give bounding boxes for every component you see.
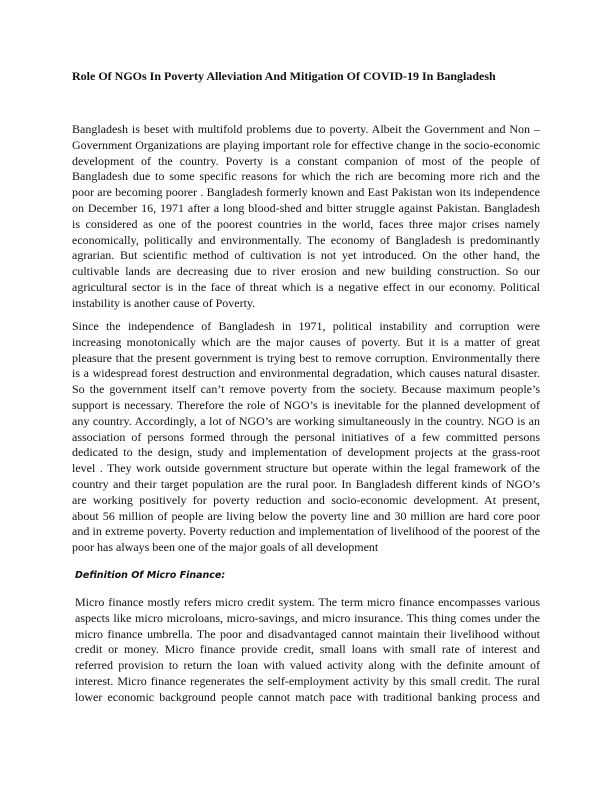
text-line: on December 16, 1971 after a long blood-shed and bitter struggle against Pakistan. Bangladesh	[72, 200, 540, 215]
text-line: micro finance umbrella. The poor and disadvantaged cannot maintain their livelihood without	[75, 626, 540, 641]
section-heading-micro-finance: Definition Of Micro Finance:	[75, 570, 226, 581]
text-line: Government Organizations are playing important role for effective change in the socio-economic	[72, 137, 540, 152]
text-line: instability is another cause of Poverty.	[72, 295, 256, 310]
text-line: referred provision to return the loan with valued activity along with the definite amount of	[75, 658, 540, 673]
text-line: pleasure that the present government is trying best to remove corruption. Environmentally there	[72, 350, 540, 365]
text-line: country and their target population are the rural poor. In Bangladesh different kinds of NGO’s	[72, 476, 540, 491]
text-line: about 56 million of people are living below the poverty line and 30 million are hard core poor	[72, 508, 540, 523]
text-line: agrarian. But scientific method of cultivation is not yet introduced. On the other hand, the	[72, 248, 540, 263]
text-line: Bangladesh is beset with multifold problems due to poverty. Albeit the Government and Non –	[72, 122, 540, 136]
text-line: increasing monotonically which are the major causes of poverty. But it is a matter of great	[72, 334, 540, 349]
text-line: credit or money. Micro finance provide credit, small loans with small rate of interest and	[75, 642, 540, 657]
paragraph-intro	[72, 122, 540, 312]
text-line: and in extreme poverty. Poverty reduction and implementation of livelihood of the poorest of the	[72, 524, 540, 539]
text-line: poor has always been one of the major goals of all development	[72, 540, 379, 555]
text-line: any country. Accordingly, a lot of NGO’s are working simultaneously in the country. NGO is an	[72, 413, 540, 428]
text-line: Since the independence of Bangladesh in 1971, political instability and corruption were	[72, 319, 540, 333]
text-line: aspects like micro microloans, micro-savings, and micro insurance. This thing comes under the	[75, 610, 540, 625]
text-line: Micro finance mostly refers micro credit system. The term micro finance encompasses various	[75, 595, 540, 609]
text-line: development of the country. Poverty is a constant companion of most of the people of	[72, 153, 540, 168]
text-line: economically, politically and environmentally. The economy of Bangladesh is predominantly	[72, 232, 540, 247]
text-line: cultivable lands are decreasing due to river erosion and new building construction. So our	[72, 264, 540, 279]
paragraph-micro-finance	[75, 595, 540, 706]
text-line: dedicated to the design, study and implementation of development projects at the grass-root	[72, 445, 540, 460]
text-line: is considered as one of the poorest countries in the world, faces three major crises namely	[72, 216, 540, 231]
text-line: interest. Micro finance regenerates the self-employment activity by this small credit. The rural	[75, 673, 540, 688]
text-line: lower economic background people cannot match pace with traditional banking process and	[75, 689, 540, 704]
text-line: agricultural sector is in the face of threat which is a negative effect in our economy. Political	[72, 279, 540, 294]
text-line: level . They work outside government structure but operate within the legal framework of the	[72, 461, 540, 476]
text-line: So the government itself can’t remove poverty from the society. Because maximum people’s	[72, 382, 540, 397]
text-line: association of persons formed through the personal initiatives of a few committed persons	[72, 429, 540, 444]
text-line: Bangladesh due to some specific reasons for which the rich are becoming more rich and the	[72, 169, 540, 184]
text-line: poor are becoming poorer . Bangladesh formerly known and East Pakistan won its independence	[72, 185, 540, 200]
text-line: are working positively for poverty reduction and socio-economic development. At present,	[72, 492, 540, 507]
paragraph-ngo-role	[72, 319, 540, 556]
text-line: support is necessary. Therefore the role of NGO’s is inevitable for the planned development of	[72, 397, 540, 412]
text-line: is a widespread forest destruction and environmental degradation, which causes natural disaster.	[72, 366, 540, 381]
document-title: Role Of NGOs In Poverty Alleviation And Mitigation Of COVID-19 In Bangladesh	[72, 69, 496, 83]
